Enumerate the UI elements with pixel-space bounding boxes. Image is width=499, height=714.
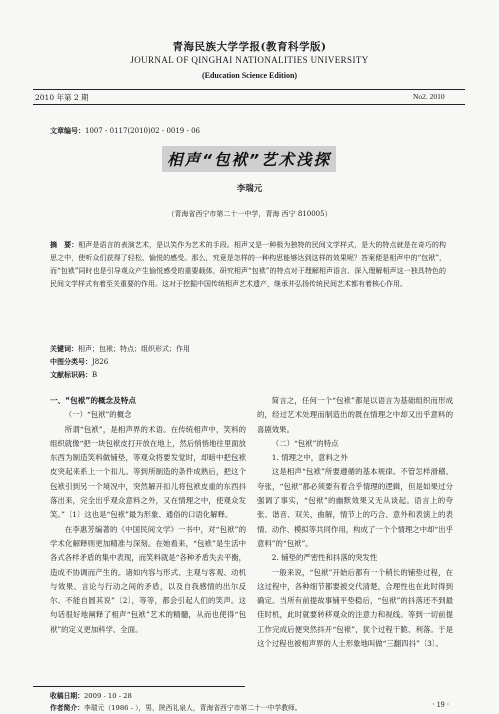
abstract-label: 摘 要： bbox=[50, 240, 79, 249]
article-title: 相声“包袱”艺术浅探 bbox=[167, 151, 331, 169]
subsection-heading-1: （一）“包袱”的概念 bbox=[64, 410, 132, 420]
keywords-value: 相声；包袱；特点；组织形式；作用 bbox=[78, 345, 190, 353]
author-name: 李瑞元 bbox=[236, 184, 263, 194]
received-value: 2009 - 10 - 28 bbox=[83, 692, 132, 700]
journal-edition: (Education Science Edition) bbox=[201, 71, 298, 80]
subsection-heading-2: （二）“包袱”的特点 bbox=[271, 438, 339, 448]
keywords-label: 关键词： bbox=[50, 344, 78, 353]
list-item-heading: 1. 情理之中，意料之外 bbox=[271, 453, 348, 463]
page-number: · 19 · bbox=[432, 700, 450, 709]
article-number bbox=[50, 126, 200, 136]
journal-title-cn: 青海民族大学学报(教育科学版) bbox=[172, 41, 327, 53]
article-number-value: 1007 - 0117(2010)02 - 0019 - 06 bbox=[85, 127, 200, 135]
title-banner bbox=[162, 146, 336, 172]
clc-number bbox=[50, 357, 108, 367]
footnote-rule bbox=[33, 686, 245, 687]
doc-code-value: B bbox=[92, 371, 98, 379]
list-item-heading: 2. 铺垫的严密性和抖落的突发性 bbox=[271, 553, 378, 563]
received-label: 收稿日期： bbox=[50, 692, 84, 700]
bio-label: 作者简介： bbox=[50, 704, 84, 712]
header-rule-top bbox=[33, 89, 465, 90]
author-bio bbox=[50, 702, 302, 712]
paragraph: 一般来说，“包袱”开始后都有一个稍长的铺垫过程，在这过程中，各种细节都要被交代清楚，合理性也在此时得到确定。当所有前提故事铺平垫稳后，“包袱”的抖落还不到最佳时机，此时就要转移观众的注意力和视线。等到一切前提工作完成后便突然抖开“包袱”，犹个过程干脆、利落。于是这个过程也被相声界的人士形象地叫做“三翻四抖”〔3〕。 bbox=[257, 567, 453, 649]
abstract bbox=[50, 238, 446, 291]
clc-label: 中图分类号： bbox=[50, 357, 92, 366]
received-date bbox=[50, 690, 132, 700]
paragraph: 所谓“包袱”，是相声界的术语。在传统相声中，笑料的组织就像“把一块包袱皮打开放在地上，然后悄悄地往里面放东西为制造笑料做铺垫，等观众将要发觉时，却暗中把包袱皮突起来系上一个扣儿。等到所制造的条件成熟后，把这个包袱引到另一个境况中，突然解开扣儿将包袱皮重的东西抖落出来，完全出乎观众意料之外，又在情理之中，使观众发笑。”〔1〕这也是“包袱”最为形象、通俗的口语化解释。 bbox=[50, 424, 246, 520]
right-column bbox=[257, 394, 453, 651]
header-rule-bottom bbox=[33, 104, 465, 105]
section-heading-1: 一、“包袱”的概念及特点 bbox=[50, 396, 136, 405]
keywords bbox=[50, 344, 190, 354]
paragraph: 这是相声“包袱”所要遵循的基本规律。不管怎样滑稽、夸张，“包袱”都必须要有着合乎情理的逻辑，但是如果过分强调了事实，“包袱”的幽默效果又无从谈起。语言上的夸张、谐音、双关、曲解，情节上的巧合、意外和表演上的表情、动作、模拟等共同作用，构成了一个个情理之中却“出乎意料”的“包袱”。 bbox=[257, 467, 453, 548]
left-column bbox=[50, 394, 246, 637]
journal-title-en: JOURNAL OF QINGHAI NATIONALITIES UNIVERSITY bbox=[130, 55, 369, 65]
clc-value: J826 bbox=[92, 358, 109, 366]
doc-code-label: 文献标识码： bbox=[50, 370, 92, 379]
author-affiliation: （青海省西宁市第二十一中学，青海 西宁 810005） bbox=[167, 210, 332, 218]
article-number-label: 文章编号： bbox=[50, 126, 85, 135]
issue-number: No2. 2010 bbox=[413, 92, 445, 101]
abstract-text: 相声是语言的表演艺术，是以笑作为艺术的手段。相声又是一种极为独特的民间文学样式，是大的特点就是在奇巧的构思之中，使听众们获得了轻松、愉悦的感受。那么，究竟是怎样的一种构思能够达到这样的效果呢？答案便是相声中的“包袱”，而“包袱”同时也是引导观众产生愉悦感受的重要载体，研究相声“包袱”的特点对于理解相声语言、深入理解相声这一独具特色的民间文学样式有着至关重要的作用。这对于挖掘中国传统相声艺术遗产，继承并弘扬传统民间艺术都有着核心作用。 bbox=[50, 241, 447, 288]
doc-code bbox=[50, 370, 97, 380]
paragraph: 简言之，任何一个“包袱”都是以语言为基础组织而形成的，经过艺术处理而制造出的既在情理之中却又出乎意料的喜剧效果。 bbox=[257, 396, 453, 434]
bio-value: 李瑞元（1986 - ），男，陕西礼泉人，青海省西宁市第二十一中学教师。 bbox=[83, 704, 302, 712]
paragraph: 在李惠芳编著的《中国民间文学》一书中，对“包袱”的学术化解释则更加精准与深刻。在她看来，“包袱”是生活中各式各样矛盾的集中表现，而笑料就是“各种矛盾失去平衡，造成不协调而产生的。诸如内容与形式、主观与客观、动机与效果、言论与行动之间的矛盾，以及自我感情的出尔反尔、不能自圆其说”〔2〕，等等，都会引起人们的笑声。这句话很好地阐释了相声“包袱”艺术的精髓，从而也使得“包袱”的定义更加科学、全面。 bbox=[50, 524, 246, 634]
issue-label: 2010 年第 2 期 bbox=[35, 93, 89, 102]
